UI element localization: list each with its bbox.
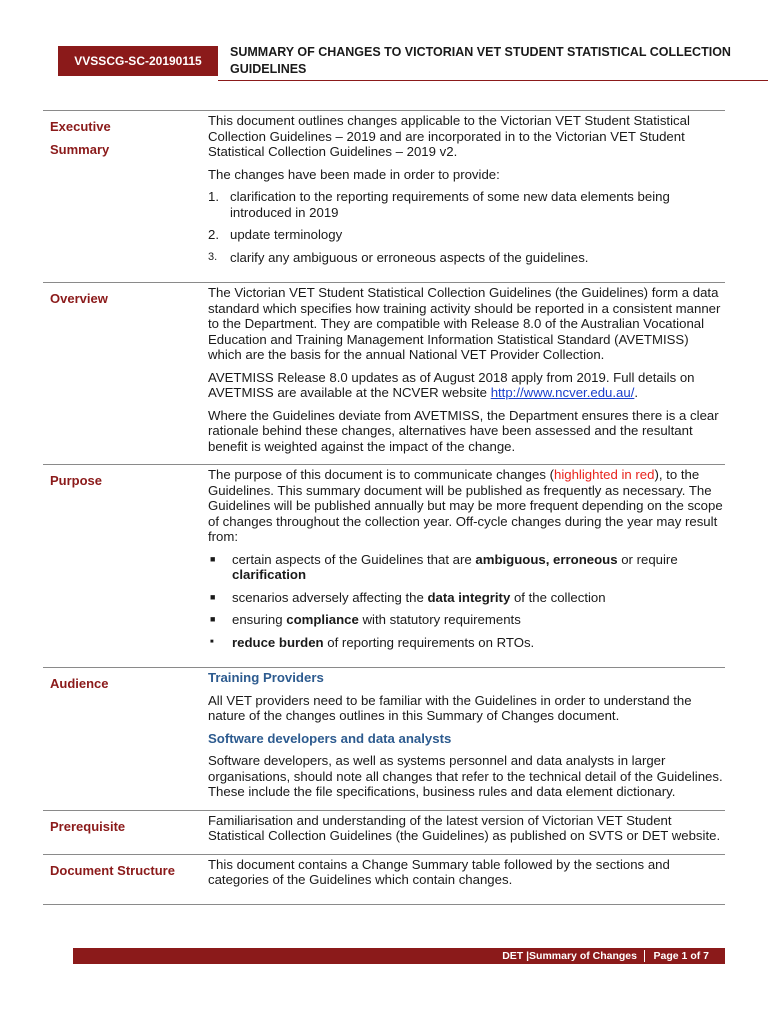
section-label: Prerequisite: [50, 818, 126, 834]
paragraph: This document outlines changes applicable to the Victorian VET Student Statistical Collection Guidelines – 2019 and are incorporated in to the Victorian VET Student Statistical Collection Guidelines – 2019 v2.: [208, 113, 690, 159]
page-footer: [73, 948, 725, 964]
section-executive-summary: [43, 110, 725, 282]
text-run: certain aspects of the Guidelines that are: [232, 551, 476, 567]
bold-text: reduce burden: [232, 634, 324, 650]
paragraph: Where the Guidelines deviate from AVETMISS, the Department ensures there is a clear rationale behind these changes, alternatives have been assessed and the resultant benefit is weighted against the impact of the change.: [208, 407, 719, 454]
bullet-icon: ■: [210, 614, 216, 624]
paragraph: Familiarisation and understanding of the latest version of Victorian VET Student Statistical Collection Guidelines (the Guidelines) as published on SVTS or DET website.: [208, 812, 721, 843]
list-item-text: [232, 552, 725, 583]
header-rule: [218, 80, 768, 81]
section-label-line-2: Summary: [50, 142, 110, 157]
section-content: [208, 811, 725, 854]
bold-text: data integrity: [427, 589, 511, 605]
section-content: [208, 111, 725, 282]
section-document-structure: [43, 854, 725, 905]
document-title: [230, 44, 760, 78]
section-overview: [43, 282, 725, 464]
list-item-text: update terminology: [230, 227, 343, 242]
document-body: [43, 110, 725, 905]
bold-text: clarification: [232, 567, 307, 582]
subheading: Training Providers: [208, 670, 324, 685]
paragraph: This document contains a Change Summary table followed by the sections and categories of the Guidelines which contain changes.: [208, 856, 670, 887]
bullet-icon: ■: [210, 591, 216, 602]
bullet-icon: ■: [210, 638, 214, 645]
list-item-text: [232, 635, 534, 651]
paragraph: Software developers, as well as systems personnel and data analysts in larger organisations, should note all changes that refer to the technical detail of the Guidelines. These include the file specifications, business rules and data element dictionary.: [208, 753, 723, 799]
list-number: 1.: [208, 189, 219, 204]
section-content: [208, 668, 725, 810]
paragraph: The changes have been made in order to provide:: [208, 166, 500, 182]
section-label: Overview: [50, 291, 108, 306]
text-run: The purpose of this document is to communicate changes (: [208, 467, 554, 482]
text-run: with statutory requirements: [358, 612, 521, 627]
text-run: AVETMISS Release 8.0 updates as of August 2018 apply from 2019. Full details on AVETMISS are available at the NCVER website: [208, 369, 695, 400]
paragraph: The Victorian VET Student Statistical Collection Guidelines (the Guidelines) form a data standard which specifies how training activity should be reported in a consistent manner to the Department. They are compatible with Release 8.0 of the Australian Vocational Education and Training Management Information Statistical Standard (AVETMISS) which are the basis for the annual National VET Provider Collection.: [208, 285, 721, 362]
section-audience: [43, 667, 725, 810]
paragraph: All VET providers need to be familiar with the Guidelines in order to understand the nature of the changes outlines in this Summary of Changes document.: [208, 692, 692, 723]
list-item-text: clarify any ambiguous or erroneous aspects of the guidelines.: [230, 249, 589, 265]
list-item-text: clarification to the reporting requirements of some new data elements being introduced in 2019: [230, 189, 670, 220]
list-number: 2.: [208, 227, 219, 242]
section-label-line-1: Executive: [50, 119, 111, 134]
section-label: Audience: [50, 676, 109, 691]
text-run: of reporting requirements on RTOs.: [323, 634, 535, 650]
page-header: [58, 40, 768, 84]
paragraph: [208, 370, 725, 401]
list-item-text: [232, 590, 606, 606]
ncver-link[interactable]: http://www.ncver.edu.au/: [490, 385, 635, 400]
footer-title: DET |Summary of Changes: [502, 950, 637, 962]
section-prerequisite: [43, 810, 725, 854]
list-item: [208, 189, 725, 220]
list-item: [208, 250, 725, 266]
section-content: [208, 855, 725, 904]
text-run: of the collection: [510, 589, 606, 605]
text-run: ensuring: [232, 612, 287, 627]
section-content: [208, 465, 725, 667]
section-label: Purpose: [50, 473, 103, 488]
bold-text: compliance: [286, 612, 359, 627]
numbered-list: [208, 189, 725, 265]
section-label: [43, 111, 208, 282]
section-label: Document Structure: [50, 862, 175, 878]
text-run: or require: [617, 551, 678, 567]
text-run: .: [634, 385, 639, 400]
paragraph: [208, 467, 725, 545]
bullet-icon: ■: [210, 553, 216, 564]
section-purpose: [43, 464, 725, 667]
list-item-text: [232, 612, 521, 628]
footer-divider: [644, 950, 645, 962]
highlight-text: highlighted in red: [554, 467, 655, 482]
document-title-line-1: SUMMARY OF CHANGES TO VICTORIAN VET STUDENT STATISTICAL COLLECTION: [230, 45, 731, 59]
document-title-line-2: GUIDELINES: [230, 62, 307, 76]
list-item: [208, 227, 725, 243]
text-run: scenarios adversely affecting the: [232, 589, 428, 605]
text-run: ), to the Guidelines. This summary document will be published as frequently as necessary. The Guidelines will be published annually but may be more frequent depending on the scope of changes throughout the collection year. Off-cycle changes during the year may result from:: [208, 467, 723, 544]
bold-text: ambiguous, erroneous: [475, 551, 618, 567]
section-content: [208, 283, 725, 464]
subheading: Software developers and data analysts: [208, 730, 452, 746]
list-item: [208, 552, 725, 583]
list-number: 3.: [208, 250, 218, 263]
bullet-list: [208, 552, 725, 651]
list-item: [208, 635, 725, 651]
page-number: Page 1 of 7: [653, 950, 709, 962]
list-item: [208, 590, 725, 606]
document-id-badge: VVSSCG-SC-20190115: [58, 46, 218, 76]
list-item: [208, 612, 725, 628]
